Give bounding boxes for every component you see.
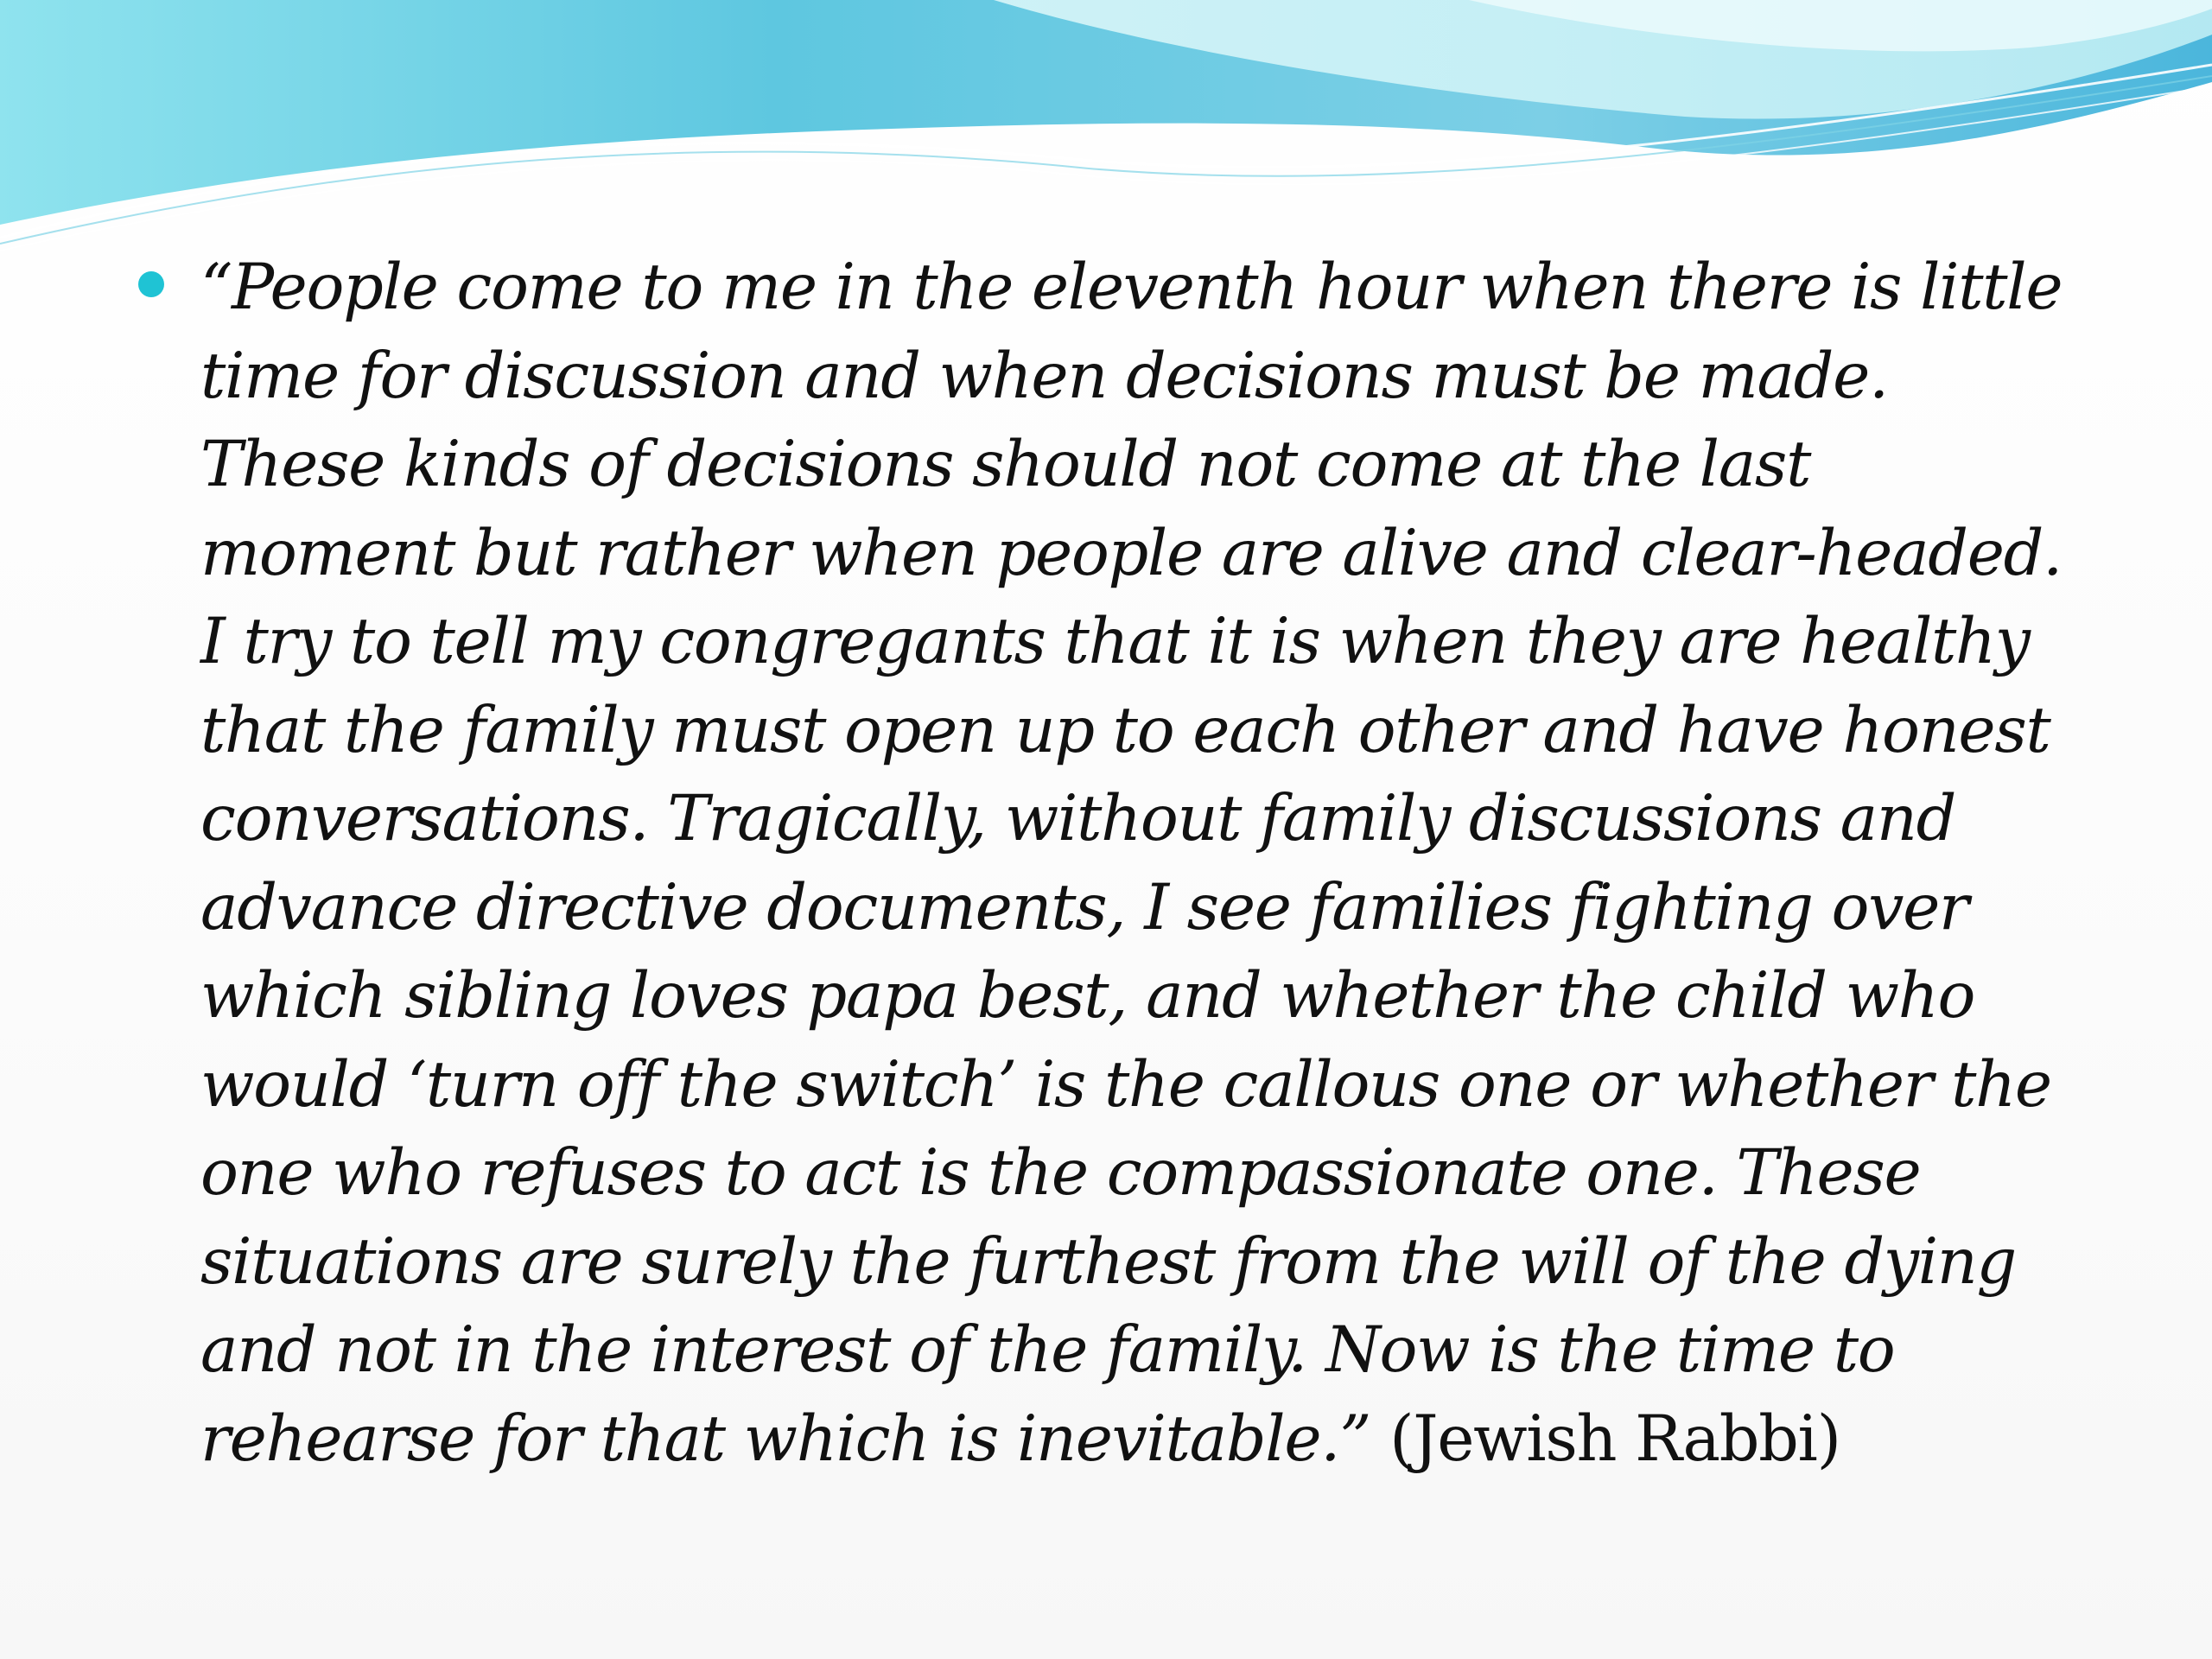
header-wave-decoration <box>0 0 2212 259</box>
quote-bullet-item <box>138 244 2091 1484</box>
slide-content <box>138 244 2091 1484</box>
bullet-icon <box>138 271 164 297</box>
quote-line: “People come to me in the eleventh hour when there is little <box>200 251 2063 324</box>
quote-line: moment but rather when people are alive and clear-headed. <box>200 516 2062 590</box>
quote-line: conversations. Tragically, without family discussions and <box>200 782 1956 855</box>
quote-attribution: (Jewish Rabbi) <box>1370 1402 1840 1476</box>
quote-line: rehearse for that which is inevitable.” <box>200 1402 1371 1476</box>
quote-line: one who refuses to act is the compassionate one. These <box>200 1136 1921 1210</box>
quote-paragraph <box>200 244 2091 1484</box>
quote-line: time for discussion and when decisions must be made. <box>200 339 1888 413</box>
quote-line: situations are surely the furthest from the will of the dying <box>200 1224 2016 1299</box>
quote-line: would ‘turn off the switch’ is the callous one or whether the <box>200 1047 2051 1122</box>
quote-line: which sibling loves papa best, and whether the child who <box>200 959 1975 1033</box>
quote-line: advance directive documents, I see families fighting over <box>200 870 1968 944</box>
quote-line: I try to tell my congregants that it is when they are healthy <box>200 605 2030 678</box>
quote-line: and not in the interest of the family. Now is the time to <box>200 1313 1895 1387</box>
quote-line: These kinds of decisions should not come at the last <box>200 428 1811 501</box>
quote-line: that the family must open up to each other and have honest <box>200 693 2050 767</box>
quote-last-line <box>200 1395 2091 1484</box>
